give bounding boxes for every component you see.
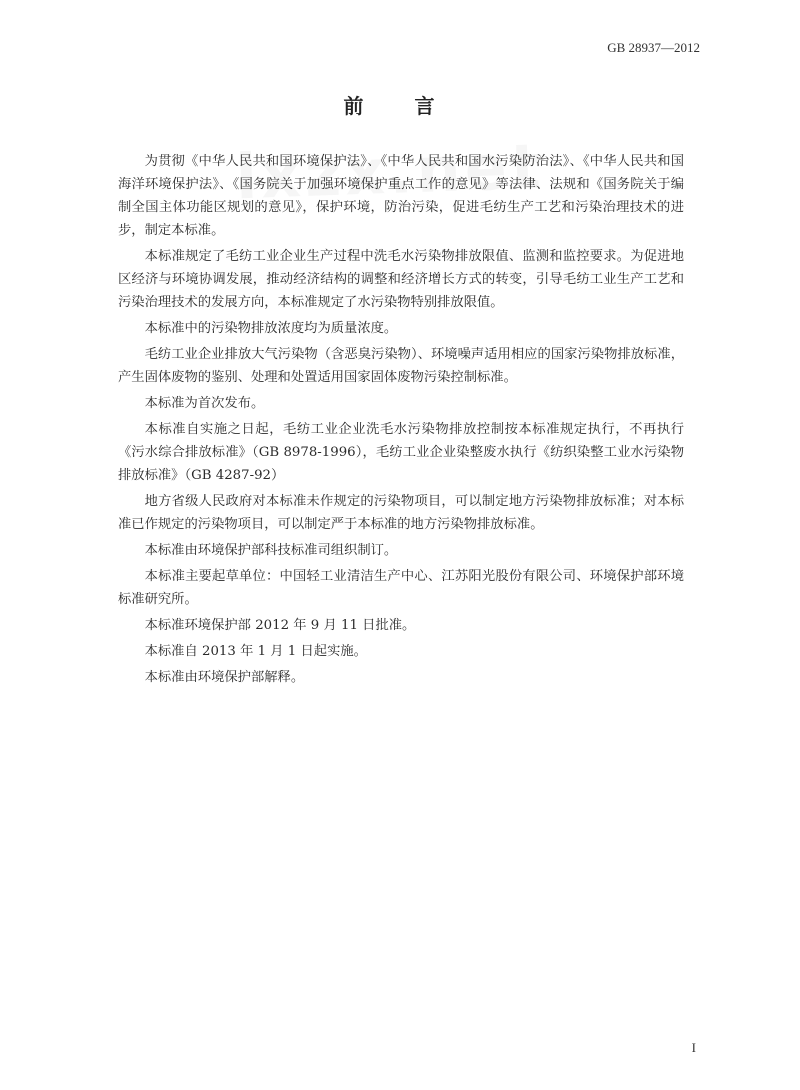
- paragraph: 毛纺工业企业排放大气污染物（含恶臭污染物）、环境噪声适用相应的国家污染物排放标准，产生固体废物的鉴别、处理和处置适用国家固体废物污染控制标准。: [118, 347, 684, 385]
- document-code: GB 28937—2012: [607, 40, 700, 55]
- page-number: I: [691, 1040, 696, 1055]
- foreword-body: [118, 150, 684, 692]
- paragraph: 本标准环境保护部 2012 年 9 月 11 日批准。: [144, 618, 416, 633]
- paragraph: 本标准规定了毛纺工业企业生产过程中洗毛水污染物排放限值、监测和监控要求。为促进地区经济与环境协调发展，推动经济结构的调整和经济增长方式的转变，引导毛纺工业生产工艺和污染治理技术的发展方向，本标准规定了水污染物特别排放限值。: [118, 249, 684, 310]
- paragraph: 本标准为首次发布。: [144, 396, 265, 411]
- page-title: 前 言: [343, 94, 457, 118]
- paragraph: 本标准中的污染物排放浓度均为质量浓度。: [144, 321, 398, 336]
- paragraph: 为贯彻《中华人民共和国环境保护法》、《中华人民共和国水污染防治法》、《中华人民共和国海洋环境保护法》、《国务院关于加强环境保护重点工作的意见》等法律、法规和《国务院关于编制全国主体功能区规划的意见》，保护环境，防治污染，促进毛纺生产工艺和污染治理技术的进步，制定本标准。: [118, 154, 684, 238]
- paragraph: 本标准主要起草单位：中国轻工业清洁生产中心、江苏阳光股份有限公司、环境保护部环境标准研究所。: [118, 569, 684, 607]
- paragraph: 本标准自 2013 年 1 月 1 日起实施。: [144, 644, 367, 659]
- paragraph: 本标准由环境保护部科技标准司组织制订。: [144, 543, 398, 558]
- paragraph: 本标准由环境保护部解释。: [144, 670, 305, 685]
- paragraph: 本标准自实施之日起，毛纺工业企业洗毛水污染物排放控制按本标准规定执行，不再执行《污水综合排放标准》（GB 8978-1996），毛纺工业企业染整废水执行《纺织染整工业水污染物排放标准》（GB 4287-92）: [118, 422, 684, 483]
- paragraph: 地方省级人民政府对本标准未作规定的污染物项目，可以制定地方污染物排放标准；对本标准已作规定的污染物项目，可以制定严于本标准的地方污染物排放标准。: [118, 494, 684, 532]
